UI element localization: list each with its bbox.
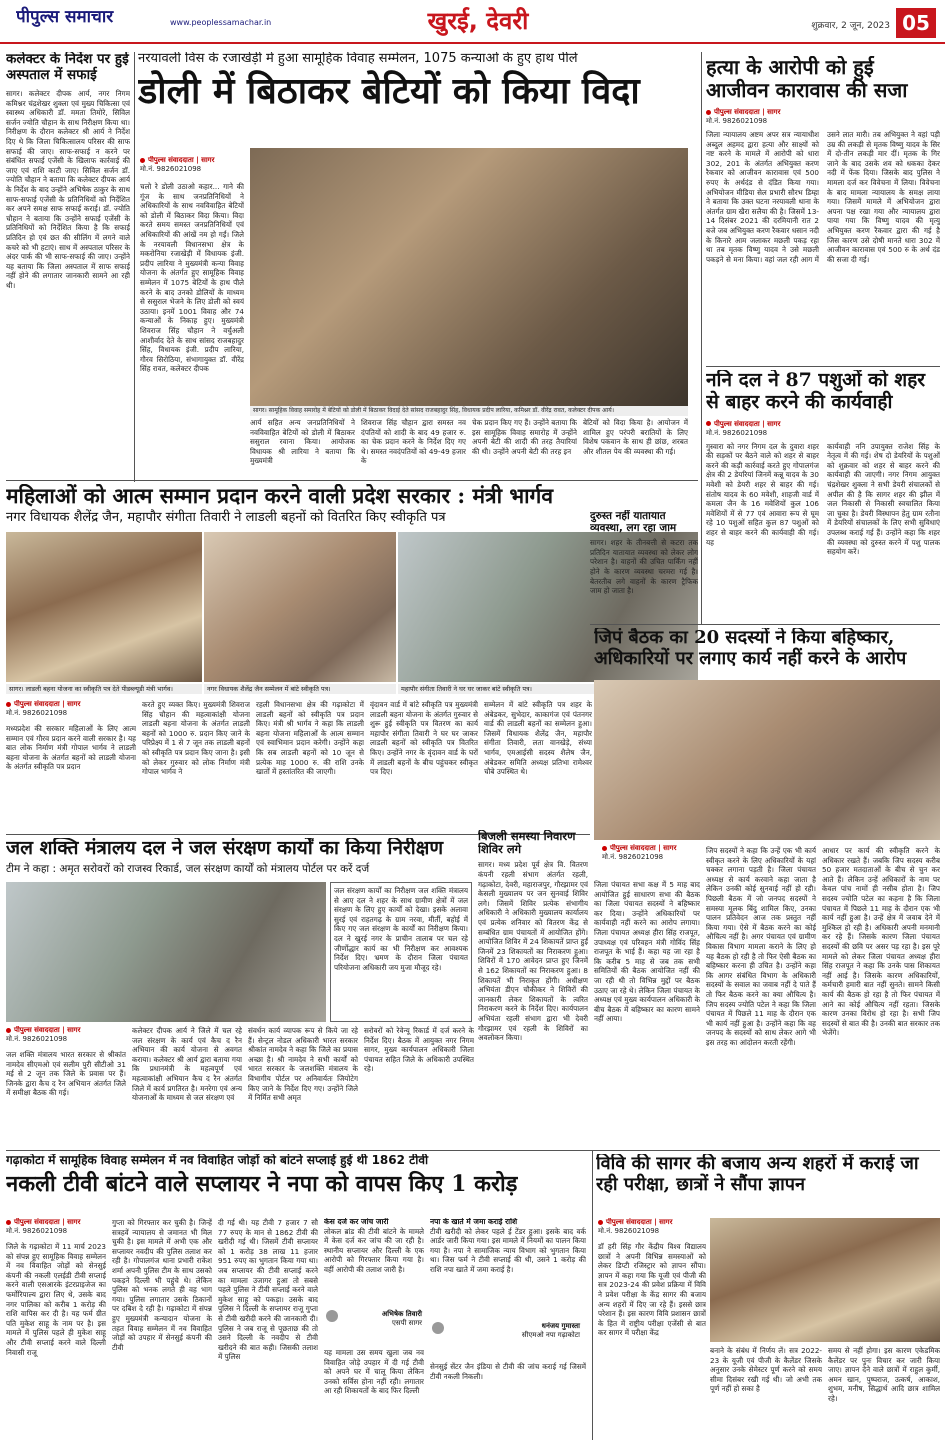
article-body: सागर। शहर के तीनबत्ती से कटरा तक प्रतिदिन यातायात व्यवस्था को लेकर लोग परेशान है। वाहनों की उचित पार्किंग नहीं होने के कारण व्यवस्था चरमरा गई है। बेतरतीब लगे वाहनों के कारण ट्रैफिक जाम हो जाता है। bbox=[590, 538, 698, 596]
bureau-byline: पीपुल्स संवाददाता | सागर मो.नं. 9826021098 bbox=[6, 1218, 81, 1235]
article-body: सेनसुई सेंटर जैन इंडिया से टीवी की जांच कराई गई जिसमें टीवी नकली निकली। bbox=[430, 1362, 586, 1381]
sidebox-deposit bbox=[430, 1218, 586, 1360]
bureau-byline: पीपुल्स संवाददाता | सागर मो.नं. 9826021098 bbox=[602, 844, 677, 861]
sidebox-text: टीवी खरीदी को लेकर पहले ई टेंडर हुआ। इसके बाद वर्क आर्डर जारी किया गया। इस मामले में नियमों का पालन किया गया है। नपा ने सामाजिक न्याय विभाग को भुगतान किया था। जिस फर्म ने टीवी सप्लाई की थी, उसने 1 करोड़ की राशि नपा खाते में जमा कराई है। bbox=[430, 1226, 586, 1274]
article-body: गुस्वारा को नगर निगम दल के दुवारा शहर की सड़कों पर बैठने वाले को शहर से बाहर करने की कड़ी कार्रवाई करते हुए गोपालगंज क्षेत्र की 2 डेयरियां जिनमें कन्नू यादव के 30 मवेशी को डेयरी शहर से बाहर की गई। संतोष यादव के 60 मवेशी, शाहजी वार्ड में कमला जैन के 16 मवेशियों कुल 106 मवेशियों में से 77 एवं आवारा रूप से घूम रहे 10 पशुओं सहित कुल 87 पशुओं को शहर से बाहर करने की कार्यवाही की गई। यह bbox=[706, 441, 819, 547]
article-hospital-cleaning bbox=[6, 52, 130, 452]
bureau-byline: पीपुल्स संवाददाता | सागर मो.नं. 9826021098 bbox=[6, 1026, 81, 1043]
photo-caption: सागर। सामूहिक विवाह समारोह में बेटियों को डोली में बिठाकर विदाई देते सांसद राजबहादुर सिंह, विधायक प्रदीप लारिया, कमिश्नर डॉ. वीरेंद्र रावत, कलेक्टर दीपक आर्य। bbox=[250, 406, 688, 416]
subheadline: नगर विधायक शैलेंद्र जैन, महापौर संगीता तिवारी ने लाडली बहनों को वितरित किए स्वीकृति पत्र bbox=[6, 510, 446, 526]
article-body: डॉ हरी सिंह गौर केंद्रीय विश्व विद्यालय छात्रों ने अपनी विभिन्न समस्याओं को लेकर डिप्टी रजिस्ट्रार को ज्ञापन सौंपा। ज्ञापन में कहा गया कि यूजी एवं पीजी की सत्र 2023-24 की प्रवेश प्रक्रिया में विवि ने प्रवेश परीक्षा के केंद्र सागर की बजाय अन्य शहरों में दिए जा रहे हैं। इससे छात्र परेशान हैं। इस कारण विवि प्रशासन छात्रों के हित में राष्ट्रीय परीक्षा एजेंसी से बात कर सागर में परीक्षा केंद्र bbox=[598, 1242, 706, 1338]
headline: डोली में बिठाकर बेटियों को किया विदा bbox=[138, 69, 640, 112]
headline: दुरुस्त नहीं यातायात व्यवस्था, लग रहा जाम bbox=[590, 510, 677, 535]
column-divider bbox=[134, 52, 135, 482]
subheadline: टीम ने कहा : अमृत सरोवरों को राजस्व रिकार्ड, जल संरक्षण कार्यों को मंत्रालय पोर्टल पर करें दर्ज bbox=[6, 862, 370, 875]
avatar bbox=[432, 1322, 444, 1334]
article-body: जिला न्यायालय अष्टम अपर सत्र न्यायाधीश अब्दुल अहमद द्वारा हत्या और साक्ष्यों को नष्ट करने के मामले में आरोपी को धारा 302, 201 के अंतर्गत अभियुक्त करण रैकवार को आजीवन कारावास एवं 500 रुपए के अर्थदंड से दंडित किया गया। अभियोजन मीडिया सेल प्रभारी सौरभ डिम्हा ने बताया कि उक्त घटना नरयावली थाना के अंतर्गत ग्राम खैरा सलैया की है। जिसमें 13-14 दिसंबर 2021 की दरमियानी रात 2 बजे जब अभियुक्त करण रैकवार धसान नदी के किनारे आम जलाकर मछली पकड़ रहा था तब मृतक विष्णु यादव ने उसे मछली पकड़ने से मना किया। वहां जल रही आग में उसने लात मारी। तब अभियुक्त ने वहां पड़ी उम्र की लकड़ी से मृतक विष्णु यादव के सिर में दो-तीन लकड़ी मार दीं। मृतक के गिर जाने के बाद उसके शव को धकका देकर नदी में फेंक दिया। जिसके बाद पुलिस ने मामला दर्ज कर विवेचना में लिया। विवेचना के बाद मामला न्यायालय के समक्ष लाया गया। जिसमें मामले में अभियोजन द्वारा अपना पक्ष रखा गया और न्यायालय द्वारा पाया गया कि विष्णु यादव की मृत्यु अभियुक्त करण रैकवार द्वारा की गई है जिस कारण उसे दोषी मानते धारा 302 में आजीवन कारावास एवं 500 रु के अर्थ दंड की सजा दी गई। bbox=[706, 130, 940, 264]
article-body: सागर। कलेक्टर दीपक आर्य, नगर निगम कमिश्नर चंद्रशेखर शुक्ला एवं मुख्य चिकित्सा एवं स्वास्थ्य अधिकारी डॉ. ममता तिमोरे, सिविल सर्जन ज्योति चौहान के साथ निरीक्षण किया था। निरीक्षण के दौरान कलेक्टर श्री आर्य ने निर्देश दिए थे कि जिला चिकित्सालय परिसर की साफ सफाई की जाए। साफ-सफाई न करने पर संबंधित सफाई एजेंसी के खिलाफ कार्रवाई की जाए एवं राशि काटी जाए। सिविल सर्जन डॉ. ज्योति चौहान ने बताया कि कलेक्टर दीपक आर्य के निर्देश के बाद उन्होंने अभिषेक ठाकुर के साथ साफ-सफाई एजेंसी के प्रतिनिधियों को निर्देशित कर अपने समक्ष साफ सफाई कराई। डॉ. ज्योति चौहान ने बताया कि उन्होंने सफाई एजेंसी के प्रतिनिधियों को निर्देशित किया है कि सफाई प्रतिदिन हो एवं छत की सीलिंग में लगने वाले कचरे को भी हटाएं। साथ में अस्पताल परिसर के अंदर पार्क की भी साफ-सफाई की जाए। उन्होंने यह बताया कि जिला अस्पताल में साफ सफाई नहीं होने की लगातार जानकारी सामने आ रही थी। bbox=[6, 89, 130, 290]
article-murder-sentence: हत्या के आरोपी को हुई आजीवन कारावास की सजा पीपुल्स संवाददाता | सागर मो.नं. 9826021098 जिला न्यायालय अष्टम अपर सत्र न्यायाधीश अब्दुल अहमद द्वारा हत्या और साक्ष्यों को नष्ट करने के मामले में आरोपी को धारा 302, 201 के अंतर्गत अभियुक्त करण रैकवार को आजीवन कारावास एवं 500 रुपए के अर्थदंड से दंडित किया गया। अभियोजन मीडिया सेल प्रभारी सौरभ डिम्हा ने बताया कि उक्त घटना नरयावली थाना के अंतर्गत ग्राम खैरा सलैया की है। जिसमें 13-14 दिसंबर 2021 की दरमियानी रात 2 बजे जब अभियुक्त करण रैकवार धसान नदी के किनारे आम जलाकर मछली पकड़ रहा था तब मृतक विष्णु यादव ने उसे मछली पकड़ने से मना किया। वहां जल रही आग में उसने लात मारी। तब अभियुक्त ने वहां पड़ी उम्र की लकड़ी से मृतक विष्णु यादव के सिर में दो-तीन लकड़ी मार दीं। मृतक के गिर जाने के बाद उसके शव को धकका देकर नदी में फेंक दिया। जिसके बाद पुलिस ने मामला दर्ज कर विवेचना में लिया। विवेचना के बाद मामला न्यायालय के समक्ष लाया गया। जिसमें मामले में अभियोजन द्वारा अपना पक्ष रखा गया और न्यायालय द्वारा पाया गया कि विष्णु यादव की मृत्यु अभियुक्त करण रैकवार द्वारा की गई है जिस कारण उसे दोषी मानते धारा 302 में आजीवन कारावास एवं 500 रु के अर्थ दंड की सजा दी गई। bbox=[706, 56, 940, 364]
article-body: आर्य सहित अन्य जनप्रतिनिधियों ने नवविवाहित बेटियों को डोली में बिठाकर ससुराल रवाना किया। आयोजक विधायक श्री लारिया ने बताया कि मुख्यमंत्री bbox=[250, 418, 355, 466]
sidebox-title: केस दर्ज कर जांच जारी bbox=[324, 1218, 389, 1226]
headline: बिजली समस्या निवारण शिविर लगे bbox=[478, 830, 576, 857]
article-body: रहली विधानसभा क्षेत्र की गढ़ाकोटा में लाडली बहनों को स्वीकृति पत्र प्रदान किए। मंत्री श्री भार्गव ने कहा कि लाडली बहना योजना महिलाओं के आत्म सम्मान एवं स्वाभिमान प्रदान करेगी। उन्होंने कहा कि सब लाडली बहनों को 10 जून से प्रत्येक माह 1000 रु. की राशि उनके खातों में हस्तांतरित की जाएगी। bbox=[256, 700, 364, 777]
article-body: यह मामला उस समय खुला जब नव विवाहित जोड़े उपहार में दी गई टीवी को अपने घर में चालू किया लेकिन उनको सर्विस होना नहीं रही। लगातार आ रही शिकायतों के बाद फिर दिल्ली bbox=[324, 1348, 424, 1396]
article-body: सरोवरों को रेवेन्यू रिकार्ड में दर्ज करने के निर्देश दिए। बैठक में आयुक्त नगर निगम सागर, मुख्य कार्यपालन अधिकारी जिला पंचायत सहित जिले के अधिकारी उपस्थित रहे। bbox=[364, 1026, 474, 1074]
photo-caption: सागर। लाडली बहना योजना का स्वीकृति पत्र देते पीडब्ल्यूडी मंत्री भार्गव। bbox=[6, 684, 202, 694]
logo-text: पीपुल्स समाचार bbox=[16, 7, 114, 27]
article-body: सम्मेलन में बांटे स्वीकृति पत्र शहर के अंबेडकर, सुभेदार, काकागंज एवं पंतनगर वार्ड की लाडली बहनों का सम्मेलन हुआ। जिसमें विधायक शैलेंद्र जैन, महापौर संगीता तिवारी, लता वानखेड़े, संध्या भार्गव, एमआईसी सदस्य शैलेष जैन, अंबेडकर समिति अध्यक्ष प्रतिभा रामेश्वर चौबे उपस्थित थे। bbox=[484, 700, 592, 777]
sidebox-text: लोकल ब्रांड की टीवी बांटने के मामले में केस दर्ज कर जांच की जा रही है। स्थानीय सप्लायर और दिल्ली के एक आरोपी को गिरफ्तार किया गया है। वहीं आरोपी की तलाश जारी है। bbox=[324, 1226, 424, 1274]
signatory-name: अभिषेक तिवारी bbox=[381, 1310, 422, 1318]
sidebox-title: नपा के खाते में जमा कराई राशि bbox=[430, 1218, 518, 1226]
article-body: बेटियों को विदा किया है। आयोजन में शामिल हुए परंपरी बरातियों के लिए विशेष पकवान के साथ ही छांछ, शरबत और शीतल पेय की व्यवस्था की गई। bbox=[583, 418, 688, 456]
masthead bbox=[0, 0, 945, 44]
article-jal-shakti bbox=[6, 838, 476, 888]
headline: महिलाओं को आत्म सम्मान प्रदान करने वाली प्रदेश सरकार : मंत्री भार्गव bbox=[6, 484, 554, 508]
section-divider bbox=[6, 480, 698, 481]
article-body: दी गई थी। यह टीवी 7 हजार 7 सौ 77 रुपए के मान से 1862 टीवी की खरीदी गई थी। जिसमें टीवी सप्लायर को 1 करोड़ 38 लाख 11 हजार 951 रुपए का भुगतान किया गया था। जब सप्लायर की टीवी सप्लाई करने का मामला उजागर हुआ तो सबसे पहले पुलिस ने टीवी सप्लाई करने वाले मुकेश साहू को पकड़ा। उसके बाद पुलिस ने दिल्ली के सप्लायर राजू गुप्ता से टीवी खरीदी करने की जानकारी दी। पुलिस ने जब राजू से पूछताछ की तो उसने दिल्ली के नवदीप से टीवी खरीदने की बात कही। जिसकी तलाश में पुलिस bbox=[218, 1218, 318, 1362]
article-fake-tv bbox=[6, 1154, 590, 1214]
article-body: समय से नहीं होगा। इस कारण एकेडमिक कैलेंडर पर पुनः विचार कर जारी किया जाए। ज्ञापन देने वाले छात्रों में राहुल कुर्मी, अमन खान, पुष्पराज, उत्कर्ष, आकाश, शुभम, मनीष, सिद्धार्थ आदि छात्र शामिल रहे। bbox=[828, 1346, 940, 1403]
article-body: जिला पंचायत सभा कक्ष में 5 माह बाद आयोजित हुई साधारण सभा की बैठक का जिला पंचायत सदस्यों ने बहिष्कार कर दिया। उन्होंने अधिकारियों पर कार्यवाही नहीं करने का आरोप लगाया। जिला पंचायत अध्यक्ष हीरा सिंह राजपूत, उपाध्यक्ष एवं परिवहन मंत्री गोविंद सिंह राजपूत के भाई हैं। कहा यह जा रहा है कि करीब 5 माह से जब तक सभी समितियों की बैठक आयोजित नहीं की जा रही थी तो विभिन्न मुद्दों पर बैठक उठाए जा रहे थे। लेकिन जिला पंचायत के अध्यक्ष एवं मुख्य कार्यपालन अधिकारी के बीच बैठक में बहिष्कार का कारण सामने नहीं आया। bbox=[594, 880, 700, 1024]
headline: हत्या के आरोपी को हुई आजीवन कारावास की सजा bbox=[706, 56, 908, 102]
wedding-photo bbox=[250, 148, 688, 406]
students-photo bbox=[710, 1218, 940, 1342]
kicker: गढ़ाकोटा में सामूहिक विवाह सम्मेलन में नव विवाहित जोड़ों को बांटने सप्लाई हुई थी 1862 टीवी bbox=[6, 1154, 429, 1167]
photo-caption: महापौर संगीता तिवारी ने घर घर जाकर बांटे स्वीकृति पत्र। bbox=[398, 684, 698, 694]
headline: ननि दल ने 87 पशुओं को शहर से बाहर करने की कार्यवाही bbox=[706, 370, 926, 413]
sidebox bbox=[330, 882, 472, 1022]
issue-date: शुक्रवार, 2 जून, 2023 bbox=[811, 21, 890, 31]
article-body: जिप सदस्यों ने कहा कि उन्हें एक भी कार्य स्वीकृत करने के लिए अधिकारियों के यहां चक्कर लगाना पड़ती है। जिला पंचायत अध्यक्ष से कार्य करवाने कहा जाता है लेकिन उनकी कोई सुनवाई नहीं हो रही। पिछली बैठक में जो जनपद सदस्यों ने समस्या मूलक बिंदु शामिल किए, उनका पालन प्रतिवेदन आज तक प्रस्तुत नहीं किया गया। ऐसे में बैठक करने का कोई औचित्य नहीं है। अगर पंचायत एवं ग्रामीण विकास विभाग मामला कराने के लिए हो यह बैठक हो रही है तो फिर ऐसी बैठक का बहिष्कार करना ही उचित है। उन्होंने कहा कि आगर संबंधित विभाग के अधिकारी सदस्यों के सवाल का जवाब नहीं दे पाते हैं तो फिर बैठक करने का क्या औचित्य है। जिप सदस्य ज्योति पटेल ने कहा कि जिला पंचायत में पिछले 11 माह के दौरान एक भी कार्य नहीं हुआ है। उन्होंने कहा कि वह जनपद के सदस्यों को साथ लेकर आगे भी इस तरह का आंदोलन करती रहेंगी। bbox=[706, 846, 816, 1047]
sidebox-text: जल संरक्षण कार्यों का निरीक्षण जल शक्ति मंत्रालय से आए दल ने शहर के साथ ग्रामीण क्षेत्रों में जल संरक्षण के लिए हुए कार्यों को देखा। इसके अलावा सुरई एवं राहतगढ़ के ग्राम नरवा, मीर्ती, बहोई में किए गए जल संरक्षण के कार्यों का निरीक्षण किया। दल ने खुरई नगर के प्राचीन तालाब पर चल रहे जीर्णोद्धार कार्य का भी निरीक्षण कर आवश्यक निर्देश दिए। भ्रमण के दौरान जिला पंचायत परियोजना अधिकारी जय मुजा मौजूद रहे। bbox=[334, 886, 468, 972]
article-body: शिवराज सिंह चौहान द्वारा समस्त नव दंपतियों को शादी के बाद 49 हजार रु. का चेक प्रदान करने के निर्देश दिए गए थे। समस्त नवदंपतियों को 49-49 हजार के bbox=[361, 418, 466, 466]
signatory-name: धनंजय गुमास्ता bbox=[541, 1322, 580, 1330]
article-body: चलो रे डोली उठाओ कहार... गाने की गूंज के साथ जनप्रतिनिधियों ने अधिकारियों के साथ नवविवाहित बेटियों को डोली में बिठाकर विदा किया। विदा करते समय समस्त जनप्रतिनिधियों एवं अधिकारियों की आंखें नम हो गईं। जिले के नरयावली विधानसभा क्षेत्र के मकरोनिया रजाखेड़ी में विधायक इंजी. प्रदीप लारिया ने मुख्यमंत्री कन्या विवाह योजना के अंतर्गत हुए सामूहिक विवाह सम्मेलन में 1075 बेटियों के हाथ पीले करने के बाद उनको डोलियों के माध्यम से ससुराल भेजने के लिए डोली को स्वयं उठाया। इनमें 1001 विवाह और 74 कन्याओं के निकाह हुए। मुख्यमंत्री शिवराज सिंह चौहान ने वर्चुअली आशीर्वाद देते के साथ सांसद राजबहादुर सिंह, विधायक इंजी. प्रदीप लारिया, गौरव सिरोठिया, संभागायुक्त डॉ. वीरेंद्र सिंह रावत, कलेक्टर दीपक bbox=[140, 182, 244, 374]
headline: विवि की सागर की बजाय अन्य शहरों में कराई जा रही परीक्षा, छात्रों ने सौंपा ज्ञापन bbox=[596, 1154, 919, 1195]
article-traffic bbox=[590, 510, 698, 628]
sidebox-case bbox=[324, 1218, 424, 1346]
article-body: सागर। मध्य प्रदेश पूर्व क्षेत्र वि. वितरण कंपनी रहली संभाग अंतर्गत रहली, गढ़ाकोटा, देवरी, महाराजपुर, गौरझामर एवं केसली मुख्यालय पर जन सुनवाई शिविर लगे। जिसमें शिविर प्रत्येक संभागीय अधिकारी ने अधिकारी मुख्यालय कार्यालय एवं प्रत्येक शनिवार को वितरण केंद्र से सम्बंधित ग्राम पंचायतों में आयोजित होंगे। आयोजित शिविर में 24 शिकायतें प्राप्त हुईं जिनमें 23 शिकायतों का निराकरण हुआ। शिविरों में 170 आवेदन प्राप्त हुए जिनमें से 162 शिकायतों का निराकरण हुआ। 8 शिकायतें भी निराकृत होंगी। अधीक्षण अभियंता डीएन चौकीकर ने शिविरों की जानकारी लेकर शिकायतों के त्वरित निराकरण करने के निर्देश दिए। कार्यपालन अभियंता रहली संभाग द्वारा भी देवरी गौरझामर एवं रहली के शिविरों का अवलोकन किया। bbox=[478, 860, 588, 1043]
photo-minister bbox=[6, 532, 202, 682]
article-body: कलेक्टर दीपक आर्य ने जिले में चल रहे जल संरक्षण के कार्य एवं कैच द रैन अभियान की कार्य योजना से अवगत कराया। कलेक्टर श्री आर्य द्वारा बताया गया कि प्रधानमंत्री के महत्वपूर्ण एवं महत्वाकांक्षी अभियान कैच द रैन अंतर्गत जिले में कार्य प्रगतिरत है। मनरेगा एवं अन्य योजनाओं के माध्यम से जल संरक्षण एवं bbox=[132, 1026, 242, 1103]
masthead-logo bbox=[16, 4, 166, 28]
section-divider bbox=[706, 366, 940, 367]
article-body: जिले के गढ़ाकोटा में 11 मार्च 2023 को संपन्न हुए सामूहिक विवाह सम्मेलन में नव विवाहित जोड़ों को सेनसुई कंपनी की नकली एलईडी टीवी सप्लाई करने वाली एसआरके इंटरप्राइजेज का फर्मोरिपाल्य द्वारा लिए थे, उसके बाद नगर पालिका को करीब 1 करोड़ की राशि वापिस कर दी है। यह फर्म ग्रीत पति मुकेश साहू के नाम पर है। इस मामले में पुलिस पहले ही मुकेश साहू और टीवी सप्लाई करने वाले दिल्ली निवासी राजू bbox=[6, 1242, 106, 1357]
photo-mla bbox=[204, 532, 396, 682]
page-number: 05 bbox=[896, 8, 936, 38]
article-body: वृंदावन वार्ड में बांटे स्वीकृति पत्र मुख्यमंत्री लाडली बहना योजना के अंतर्गत गुरुवार से शुरू हुई स्वीकृति पत्र वितरण का कार्य महापौर संगीता तिवारी ने घर घर जाकर लाडली बहनों को स्वीकृति पत्र वितरित किए। उन्होंने नगर के वृंदावन वार्ड के घरों में लाडली बहनों के बीच पहुंचकर स्वीकृत पत्र दिए। bbox=[370, 700, 478, 777]
headline: कलेक्टर के निर्देश पर हुई अस्पताल में सफाई bbox=[6, 52, 129, 83]
article-electricity bbox=[478, 830, 588, 1146]
bureau-byline: पीपुल्स संवाददाता | सागर मो.नं. 9826021098 bbox=[6, 700, 81, 717]
jal-shakti-photo bbox=[6, 882, 326, 1022]
avatar bbox=[326, 1310, 338, 1322]
section-divider bbox=[590, 624, 940, 625]
signatory-role: सीएमओ नपा गढ़ाकोटा bbox=[521, 1331, 580, 1339]
bureau-byline: पीपुल्स संवाददाता | सागर मो.नं. 9826021098 bbox=[598, 1218, 673, 1235]
zp-meeting-photo bbox=[594, 680, 940, 840]
signatory-role: एसपी सागर bbox=[392, 1319, 422, 1327]
kicker: नरयावली विस के रजाखेड़ी में हुआ सामूहिक विवाह सम्मेलन, 1075 कन्याओं के हुए हाथ पीले bbox=[138, 52, 578, 66]
article-body: आधार पर कार्य की स्वीकृति करने के अधिकार रखते हैं। जबकि जिप सदस्य करीब 50 हजार मतदाताओं के बीच से चुन कर आते हैं। लेकिन उन्हें अधिकारों के नाम पर केवल पांच नामों ही नसीब होता है। जिप सदस्य ज्योति पटेल का कहना है कि जिला पंचायत में पिछले 11 माह के दौरान एक भी कार्य नहीं हुआ है। उन्हें क्षेत्र में जवाब देने में मुश्किल हो रही है। अधिकारी अपनी मनमानी कर रहे हैं। जिसके कारण जिला पंचायत सदस्यों की छवि पर असर पड़ रहा है। इस पूरे मामले को लेकर जिला पंचायत अध्यक्ष हीरा सिंह राजपूत ने कहा कि उनके पास शिकायत नहीं आई है। जिसके कारण अधिकारियों, कर्मचारी हमारी बात नहीं सुनते। सामने किसी कार्य की बैठक हो रहा है तो फिर पंचायत में आने का कोई औचित्य नहीं रहता। जिसके कारण उनका विरोध हो रहा है। सभी जिप सदस्यों से बात की है। उनकी बात सरकार तक भेजेंगे। bbox=[822, 846, 940, 1038]
article-university-exam bbox=[596, 1154, 940, 1214]
bureau-byline: पीपुल्स संवाददाता | सागर मो.नं. 9826021098 bbox=[140, 156, 215, 173]
article-cattle-removal: ननि दल ने 87 पशुओं को शहर से बाहर करने की कार्यवाही पीपुल्स संवाददाता | सागर मो.नं. 9826021098 गुस्वारा को नगर निगम दल के दुवारा शहर की सड़कों पर बैठने वाले को शहर से बाहर करने की कड़ी कार्रवाई करते हुए गोपालगंज क्षेत्र की 2 डेयरियां जिनमें कन्नू यादव के 30 मवेशी को डेयरी शहर से बाहर की गई। संतोष यादव के 60 मवेशी, शाहजी वार्ड में कमला जैन के 16 मवेशियों कुल 106 मवेशियों में से 77 एवं आवारा रूप से घूम रहे 10 पशुओं सहित कुल 87 पशुओं को शहर से बाहर करने की कार्यवाही की गई। यह कार्यवाही ननि उपायुक्त राजेश सिंह के नेतृत्व में की गई। शेष दो डेयरियों के पशुओं को शुक्रवार को शहर से बाहर करने की कार्यवाही की जाएगी। नगर निगम आयुक्त चंद्रशेखर शुक्ला ने सभी डेयरी संचालकों से अपील की है कि सागर शहर की झील में जल निकासी से निकासी स्वचालित किया जा चुका है। डेयरी विस्थापन हेतु ग्राम रतौना में डेयरियों संचालकों के लिए सभी सुविधाएं उपलब्ध कराई गई हैं। उन्होंने कहा कि शहर की व्यवस्था को दुरुस्त करने में पशु पालक सहयोग करें। bbox=[706, 370, 940, 620]
photo-caption: नगर विधायक शैलेंद्र जैन सम्मेलन में बांटे स्वीकृति पत्र। bbox=[204, 684, 396, 694]
website: www.peoplessamachar.in bbox=[170, 18, 272, 27]
article-body: कार्यवाही ननि उपायुक्त राजेश सिंह के नेतृत्व में की गई। शेष दो डेयरियों के पशुओं को शुक्रवार को शहर से बाहर करने की कार्यवाही की जाएगी। नगर निगम आयुक्त चंद्रशेखर शुक्ला ने सभी डेयरी संचालकों से अपील की है कि सागर शहर की झील में जल निकासी से निकासी स्वचालित किया जा चुका है। डेयरी विस्थापन हेतु ग्राम रतौना में डेयरियों संचालकों के लिए सभी सुविधाएं उपलब्ध कराई गई हैं। उन्होंने कहा कि शहर की व्यवस्था को दुरुस्त करने में पशु पालक सहयोग करें। bbox=[827, 441, 940, 557]
headline: जिपं बैठक का 20 सदस्यों ने किया बहिष्कार, अधिकारियों पर लगाए कार्य नहीं करने के आरोप bbox=[594, 628, 907, 669]
column-divider bbox=[592, 1150, 593, 1440]
article-body: संवर्धन कार्य व्यापक रूप से किये जा रहे हैं। सेन्ट्रल नोडल अधिकारी भारत सरकार श्रीकांत नामदेव ने कहा कि जिले का प्रयास अच्छा है। श्री नामदेव ने सभी कार्यों को भारत सरकार के जलशक्ति मंत्रालय के विभागीय पोर्टल पर अनिवार्यतः जियोटेग किए जाने के निर्देश दिए गए। उन्होंने जिले में निर्मित सभी अमृत bbox=[248, 1026, 358, 1103]
article-body: जल शक्ति मंत्रालय भारत सरकार से श्रीकांत नामदेव सीएमओ एवं सलीम पुरी सीटीओ 31 मई से 2 जून तक जिले के प्रवास पर हैं। जिनके द्वारा कैच द रैन अभियान अंतर्गत जिले में समीक्षा बैठक की गई। bbox=[6, 1050, 126, 1098]
article-zp-boycott bbox=[594, 628, 940, 688]
article-body: करते हुए व्यक्त किए। मुख्यमंत्री शिवराज सिंह चौहान की महत्वाकांक्षी योजना लाडली बहना योजना के अंतर्गत लाडली बहनों को 1000 रु. प्रदान किए जाने के परिप्रेक्ष्य में 1 से 7 जून तक लाडली बहनों को स्वीकृति पत्र प्रदान किए जाना है। इसी को लेकर गुरुवार को लोक निर्माण मंत्री गोपाल भार्गव ने bbox=[142, 700, 250, 777]
section-divider bbox=[6, 1150, 940, 1151]
article-body: गुप्ता को गिरफ्तार कर चुकी है। जिन्हें सत्रहवें न्यायालय से जमानत भी मिल चुकी है। इस मामले में अभी एक और सप्लायर नवदीप की पुलिस तलाश कर रही है। गोपालगंज थाना प्रभारी राकेश शर्मा अपनी पुलिस टीम के साथ उसको पकड़ने दिल्ली भी पहुंचे थे। लेकिन पुलिस को भनक लगते ही वह भाग गया। पुलिस लगातार उसके ठिकानों पर दबिश दे रही है। गढ़ाकोटा में संपन्न हुए मुख्यमंत्री कन्यादान योजना के तहत विवाह सम्मेलन में नव विवाहित जोड़ों को उपहार में सेनसुई कंपनी की टीवी bbox=[112, 1218, 212, 1352]
headline: नकली टीवी बांटने वाले सप्लायर ने नपा को वापस किए 1 करोड़ bbox=[6, 1170, 518, 1197]
section-name: खुरई, देवरी bbox=[427, 7, 529, 35]
article-body: बनाने के संबंध में निर्णय लें। सत्र 2022-23 के यूजी एवं पीजी के कैलेंडर जिसके अनुसार उनके सेमेस्टर पूर्ण करने को समय सीमा दिसंबर रखी गई थी। जो अभी तक पूर्ण नहीं हो सका है bbox=[710, 1346, 822, 1394]
article-body: मध्यप्रदेश की सरकार महिलाओं के लिए आत्म सम्मान एवं गौरव प्रदान करने वाली सरकार है। यह बात लोक निर्माण मंत्री गोपाल भार्गव ने लाडली बहना योजना के अंतर्गत बहनों को लाडली योजना के अंतर्गत स्वीकृति पत्र प्रदान bbox=[6, 724, 136, 772]
article-body: चेक प्रदान किए गए हैं। उन्होंने बताया कि इस सामूहिक विवाह समारोह में उन्होंने अपनी बेटी की शादी की तरह तैयारियां की थी। उन्होंने अपनी बेटी की तरह इन bbox=[472, 418, 577, 456]
column-divider bbox=[701, 52, 702, 624]
headline: जल शक्ति मंत्रालय दल ने जल संरक्षण कार्यों का किया निरीक्षण bbox=[6, 838, 444, 859]
